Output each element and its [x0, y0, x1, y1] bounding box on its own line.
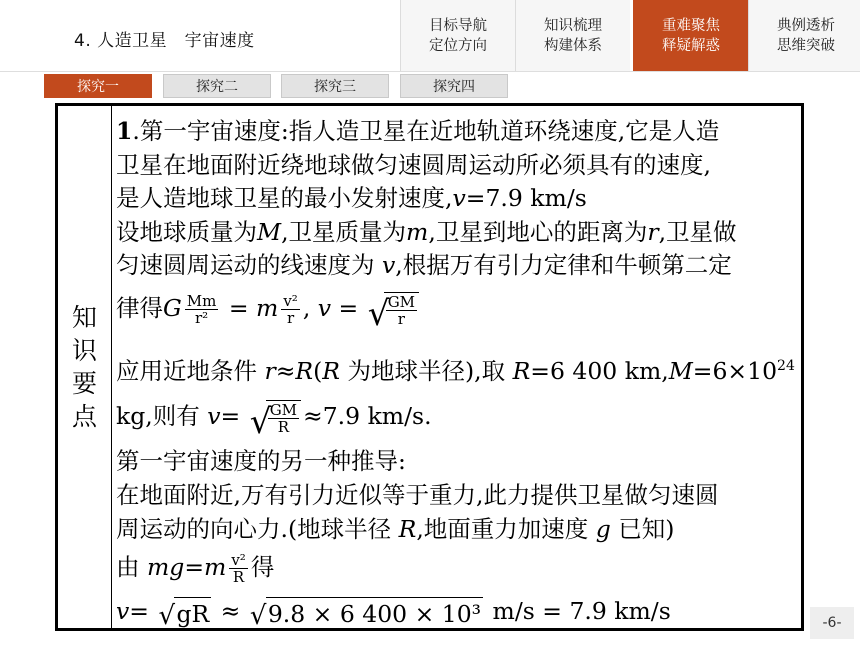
page-title: 4. 人造卫星 宇宙速度 — [74, 31, 255, 51]
line-12-a: 由 — [116, 553, 147, 581]
var-v: v — [116, 597, 130, 625]
fraction-Mm-r2 — [185, 293, 219, 326]
formula-line-12 — [116, 552, 274, 585]
var-m: m — [256, 294, 279, 322]
line-11-c: 已知) — [610, 515, 675, 543]
line-7-c: 为地球半径),取 — [340, 356, 513, 385]
tab-goal-navigation-line1: 目标导航 — [429, 18, 487, 34]
sqrt-GM-r — [367, 292, 419, 334]
line-1-text: .第一宇宙速度:指人造卫星在近地轨道环绕速度,它是人造 — [132, 117, 720, 145]
text-line-10: 在地面附近,万有引力近似等于重力,此力提供卫星做匀速圆 — [116, 481, 719, 509]
radical-sign-icon: √ — [158, 600, 176, 631]
tab-knowledge-review-line1: 知识梳理 — [544, 18, 602, 34]
line-11-b: ,地面重力加速度 — [416, 515, 596, 543]
tab-key-difficulties-line1: 重难聚焦 — [662, 18, 720, 34]
line-4-c: ,卫星到地心的距离为 — [428, 218, 648, 246]
line-7-b: ( — [313, 356, 323, 385]
tab-knowledge-review-line2: 构建体系 — [544, 38, 602, 54]
knowledge-box — [55, 103, 804, 631]
line-11-a: 周运动的向心力.(地球半径 — [116, 515, 399, 543]
equals-sign: = — [331, 294, 366, 322]
fraction-numerator: v² — [231, 551, 246, 569]
formula-line-8 — [116, 400, 432, 442]
var-R: R — [322, 356, 340, 385]
fraction-denominator: R — [277, 418, 289, 436]
var-v: v — [452, 184, 466, 212]
tab-key-difficulties-line2: 释疑解惑 — [662, 38, 720, 54]
tab-example-analysis[interactable] — [748, 0, 860, 72]
var-M: M — [668, 356, 693, 385]
var-m: m — [204, 553, 227, 581]
item-number: 1 — [116, 117, 133, 145]
text-line-5 — [116, 250, 732, 280]
subtab-explore-4[interactable]: 探究四 — [400, 74, 508, 98]
subtab-explore-2[interactable]: 探究二 — [163, 74, 271, 98]
tab-example-analysis-line2: 思维突破 — [777, 38, 835, 54]
line-3-pre: 是人造地球卫星的最小发射速度, — [116, 184, 453, 212]
tab-goal-navigation[interactable] — [400, 0, 515, 72]
var-R: R — [295, 356, 314, 385]
var-v: v — [317, 294, 332, 322]
exponent: 24 — [777, 358, 795, 374]
fraction-v2-r — [281, 293, 300, 326]
sqrt-gR — [158, 597, 211, 629]
page-number: -6- — [810, 607, 854, 639]
fraction-GM-r — [386, 294, 417, 327]
fraction-GM-R — [268, 402, 299, 435]
text-line-3 — [116, 183, 587, 213]
line-12-c: 得 — [250, 553, 275, 581]
line-8-a: kg,则有 — [116, 402, 208, 430]
text-line-4 — [116, 217, 737, 247]
header-divider — [0, 71, 860, 72]
var-g: g — [595, 515, 611, 543]
approx-sign: ≈ — [213, 597, 248, 625]
text-line-2: 卫星在地面附近绕地球做匀速圆周运动所必须具有的速度, — [116, 151, 711, 179]
text-line-9: 第一宇宙速度的另一种推导: — [116, 447, 406, 475]
approx-sign: ≈ — [275, 356, 296, 385]
var-v: v — [207, 402, 221, 430]
radical-sign-icon: √ — [367, 294, 390, 334]
line-8-b: ≈7.9 km/s. — [303, 402, 432, 430]
radicand-gR: gR — [174, 597, 211, 629]
line-4-b: ,卫星质量为 — [281, 218, 407, 246]
subtab-explore-3[interactable]: 探究三 — [281, 74, 389, 98]
tab-knowledge-review[interactable] — [515, 0, 630, 72]
line-5-b: ,根据万有引力定律和牛顿第二定 — [395, 251, 732, 279]
knowledge-body — [116, 110, 799, 631]
line-7-a: 应用近地条件 — [116, 356, 265, 385]
line-5-a: 匀速圆周运动的线速度为 — [116, 251, 382, 279]
formula-line-6 — [116, 292, 421, 334]
fraction-denominator: r — [397, 310, 405, 328]
side-column — [58, 106, 112, 628]
text-line-1 — [116, 116, 719, 146]
var-G: G — [163, 294, 182, 322]
equals-sign: = — [184, 553, 205, 581]
var-m: m — [406, 218, 429, 246]
text-line-11 — [116, 514, 674, 544]
tab-example-analysis-line1: 典例透析 — [777, 18, 835, 34]
line-6-a: 律得 — [116, 294, 163, 322]
radicand-product: 9.8 × 6 400 × 10³ — [266, 597, 483, 629]
tab-key-difficulties[interactable] — [633, 0, 748, 72]
var-M: M — [257, 218, 282, 246]
radical-sign-icon: √ — [249, 402, 272, 442]
side-label: 知识要点 — [71, 303, 97, 431]
tab-goal-navigation-line2: 定位方向 — [429, 38, 487, 54]
comma: , — [302, 294, 318, 322]
sqrt-product — [250, 597, 483, 629]
sqrt-GM-R — [249, 400, 301, 442]
radical-sign-icon: √ — [249, 600, 267, 631]
subtab-explore-1[interactable]: 探究一 — [44, 74, 152, 98]
line-7-e: =6×10 — [692, 356, 778, 385]
fraction-numerator: GM — [269, 401, 298, 419]
var-r: r — [264, 356, 276, 385]
fraction-v2-R — [229, 552, 248, 585]
formula-line-13 — [116, 596, 671, 629]
fraction-denominator: R — [232, 568, 245, 586]
line-4-d: ,卫星做 — [658, 218, 737, 246]
fraction-numerator: v² — [283, 292, 298, 310]
line-4-a: 设地球质量为 — [116, 218, 257, 246]
var-R: R — [512, 356, 531, 385]
result-text: m/s = 7.9 km/s — [485, 597, 671, 625]
header-bar — [0, 0, 860, 72]
fraction-numerator: GM — [387, 293, 416, 311]
equals-sign: = — [221, 294, 257, 322]
var-v: v — [381, 251, 396, 279]
var-mg: mg — [146, 553, 185, 581]
fraction-denominator: r² — [194, 309, 209, 327]
line-7-d: =6 400 km, — [530, 356, 669, 385]
equals-sign: = — [129, 597, 157, 625]
var-r: r — [647, 218, 659, 246]
fraction-numerator: Mm — [186, 292, 217, 310]
var-R: R — [398, 515, 417, 543]
text-line-7 — [116, 351, 795, 386]
fraction-denominator: r — [286, 309, 295, 327]
equals-sign: = — [220, 402, 248, 430]
line-3-post: =7.9 km/s — [465, 184, 587, 212]
